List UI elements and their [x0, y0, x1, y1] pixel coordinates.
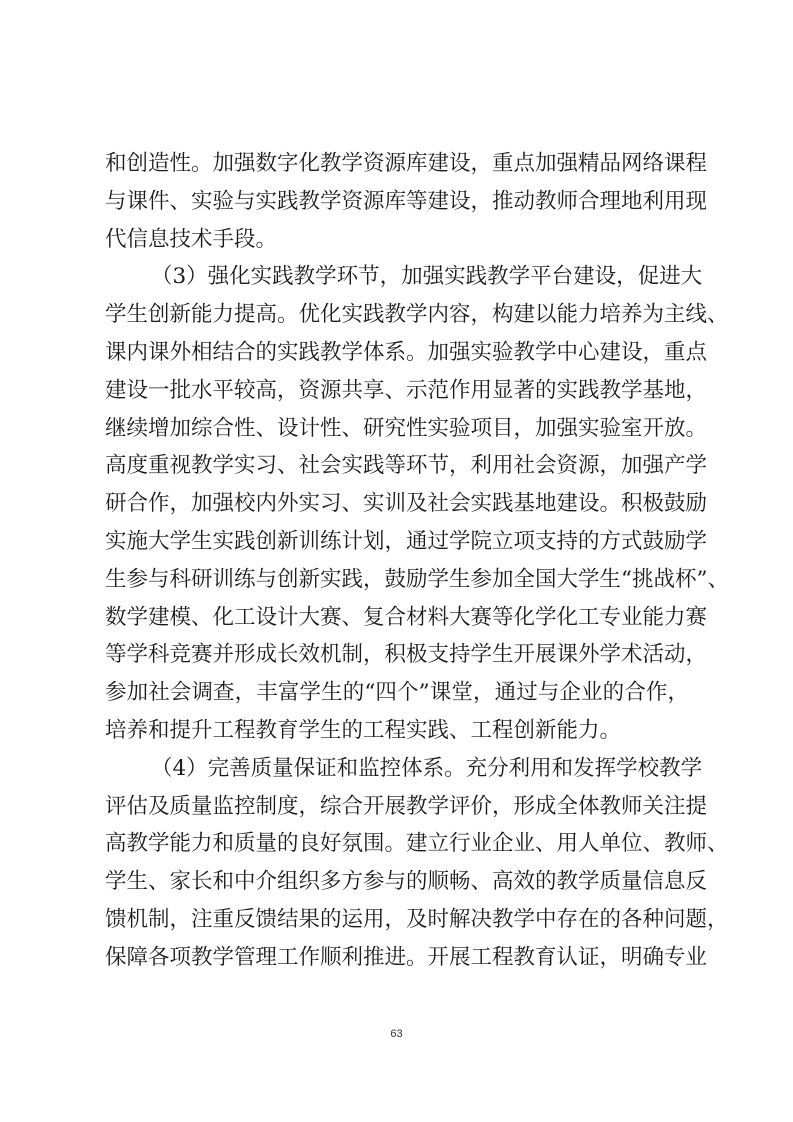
text-line: 研合作，加强校内外实习、实训及社会实践基地建设。积极鼓励 — [105, 491, 708, 517]
text-line: 高教学能力和质量的良好氛围。建立行业企业、用人单位、教师、 — [105, 831, 729, 857]
text-line: 馈机制，注重反馈结果的运用，及时解决教学中存在的各种问题， — [105, 906, 729, 932]
text-line: 保障各项教学管理工作顺利推进。开展工程教育认证，明确专业 — [105, 944, 708, 970]
text-line: 实施大学生实践创新训练计划，通过学院立项支持的方式鼓励学 — [105, 528, 708, 554]
text-line: （3）强化实践教学环节，加强实践教学平台建设，促进大 — [151, 264, 703, 290]
text-line: （4）完善质量保证和监控体系。充分利用和发挥学校教学 — [151, 755, 703, 781]
text-line: 生参与科研训练与创新实践，鼓励学生参加全国大学生“挑战杯”、 — [105, 566, 729, 592]
body-text — [105, 145, 729, 977]
text-line: 学生、家长和中介组织多方参与的顺畅、高效的教学质量信息反 — [105, 869, 708, 895]
text-line: 评估及质量监控制度，综合开展教学评价，形成全体教师关注提 — [105, 793, 708, 819]
text-line: 课内课外相结合的实践教学体系。加强实验教学中心建设，重点 — [105, 339, 708, 365]
text-line: 参加社会调查，丰富学生的“四个”课堂，通过与企业的合作， — [105, 680, 689, 706]
text-line: 高度重视教学实习、社会实践等环节，利用社会资源，加强产学 — [105, 453, 708, 479]
text-line: 代信息技术手段。 — [105, 226, 278, 252]
page-number: 63 — [390, 1028, 403, 1040]
text-line: 数学建模、化工设计大赛、复合材料大赛等化学化工专业能力赛 — [105, 604, 708, 630]
text-line: 培养和提升工程教育学生的工程实践、工程创新能力。 — [105, 717, 622, 743]
text-line: 学生创新能力提高。优化实践教学内容，构建以能力培养为主线、 — [105, 302, 729, 328]
text-line: 和创造性。加强数字化教学资源库建设，重点加强精品网络课程 — [105, 151, 708, 176]
text-line: 建设一批水平较高，资源共享、示范作用显著的实践教学基地， — [105, 377, 708, 403]
text-line: 等学科竞赛并形成长效机制，积极支持学生开展课外学术活动， — [105, 642, 708, 668]
text-line: 继续增加综合性、设计性、研究性实验项目，加强实验室开放。 — [105, 415, 708, 441]
text-line: 与课件、实验与实践教学资源库等建设，推动教师合理地利用现 — [105, 188, 708, 214]
